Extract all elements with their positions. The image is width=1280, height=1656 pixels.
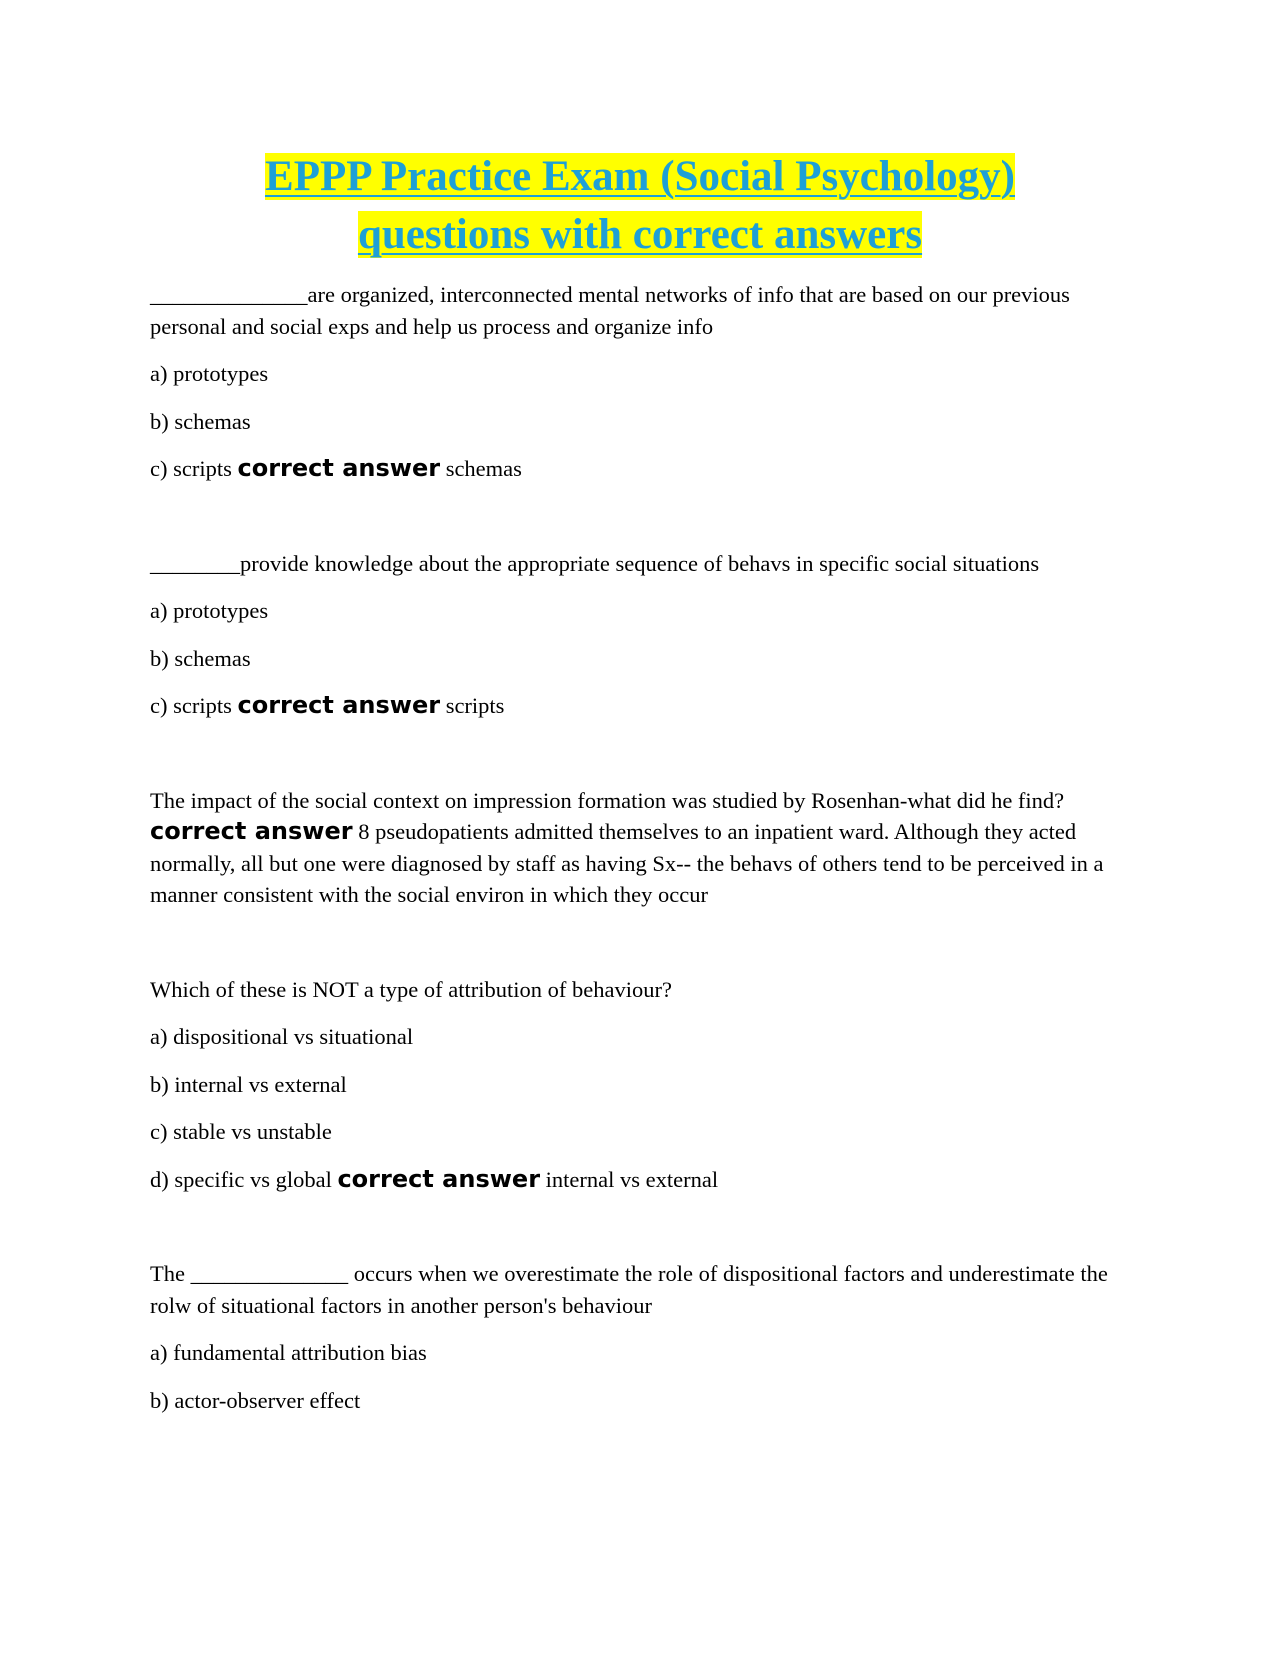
correct-answer-label: correct answer <box>150 817 353 845</box>
question-2 <box>150 548 1130 722</box>
spacer <box>150 1195 1130 1258</box>
title-line-2: questions with correct answers <box>357 211 923 258</box>
question-2-stem: ________provide knowledge about the appropriate sequence of behavs in specific social situations <box>150 550 1040 576</box>
question-5-stem: The ______________ occurs when we overestimate the role of dispositional factors and underestimate the rolw of situational factors in another person's behaviour <box>150 1261 1108 1318</box>
question-5 <box>150 1258 1130 1416</box>
question-1 <box>150 279 1130 485</box>
question-4-answer: internal vs external <box>545 1166 719 1192</box>
spacer <box>150 911 1130 974</box>
question-2-option-b: b) schemas <box>150 645 251 671</box>
page-title <box>150 148 1130 264</box>
question-4-option-c: c) stable vs unstable <box>150 1119 332 1144</box>
question-1-stem: ______________are organized, interconnected mental networks of info that are based on our previous personal and social exps and help us process and organize info <box>150 282 1070 339</box>
correct-answer-label: correct answer <box>337 1164 541 1193</box>
question-1-option-a: a) prototypes <box>150 361 269 386</box>
question-4-option-b: b) internal vs external <box>150 1071 347 1097</box>
spacer <box>150 722 1130 785</box>
question-2-option-c: c) scripts <box>150 693 232 718</box>
question-3 <box>150 785 1130 911</box>
correct-answer-label: correct answer <box>237 691 441 719</box>
question-4-option-a: a) dispositional vs situational <box>150 1024 414 1049</box>
question-5-option-b: b) actor-observer effect <box>150 1387 361 1413</box>
question-2-answer: scripts <box>445 693 505 718</box>
question-4-option-d-with-answer <box>150 1164 1130 1196</box>
question-3-paragraph <box>150 785 1130 911</box>
questions-body <box>150 279 1130 1416</box>
title-line-1: EPPP Practice Exam (Social Psychology) <box>265 153 1015 200</box>
question-4 <box>150 974 1130 1196</box>
correct-answer-label: correct answer <box>237 454 441 482</box>
question-4-stem: Which of these is NOT a type of attribution of behaviour? <box>150 976 672 1002</box>
question-1-option-b: b) schemas <box>150 408 251 434</box>
question-2-option-c-with-answer <box>150 690 1130 722</box>
spacer <box>150 485 1130 548</box>
question-3-answer: 8 pseudopatients admitted themselves to an inpatient ward. Although they acted normally, all but one were diagnosed by staff as having Sx-- the behavs of others tend to be perceived in a manner consistent with the social environ in which they occur <box>150 819 1104 907</box>
question-1-option-c: c) scripts <box>150 456 232 481</box>
question-4-option-d: d) specific vs global <box>150 1166 332 1192</box>
question-1-answer: schemas <box>445 456 522 481</box>
question-3-stem: The impact of the social context on impression formation was studied by Rosenhan-what did he find? <box>150 787 1065 813</box>
question-2-option-a: a) prototypes <box>150 598 269 623</box>
question-5-option-a: a) fundamental attribution bias <box>150 1340 427 1365</box>
question-1-option-c-with-answer <box>150 453 1130 485</box>
